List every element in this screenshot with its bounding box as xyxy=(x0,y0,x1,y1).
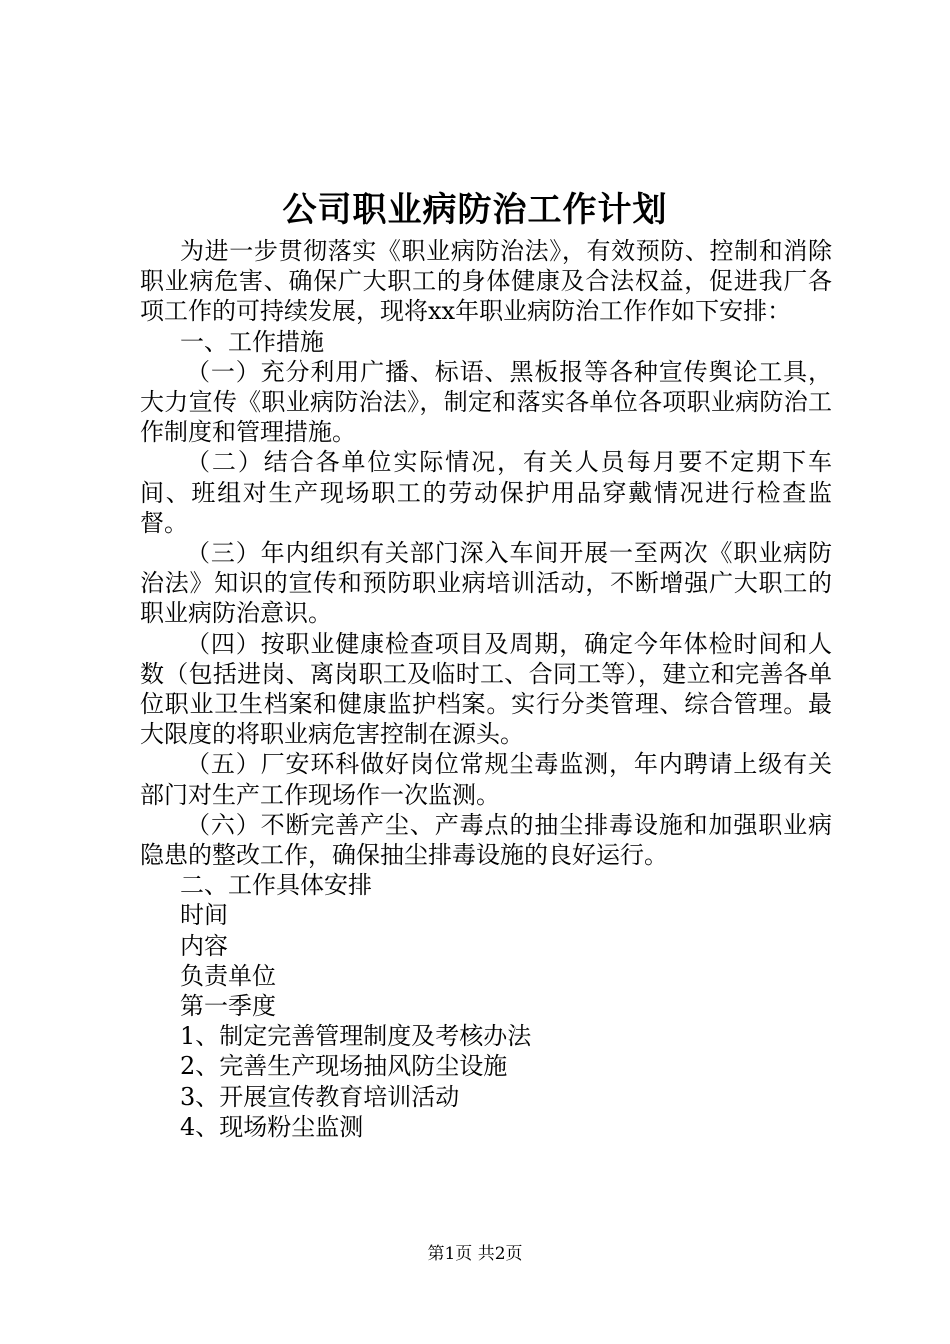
schedule-item: 3、开展宣传教育培训活动 xyxy=(180,1082,460,1111)
schedule-header-time: 时间 xyxy=(180,901,228,930)
schedule-item: 1、制定完善管理制度及考核办法 xyxy=(180,1022,532,1051)
page-footer: 第1页 共2页 xyxy=(427,1244,523,1264)
document-body xyxy=(140,236,832,1142)
intro-paragraph: 为进一步贯彻落实《职业病防治法》，有效预防、控制和消除职业病危害、确保广大职工的身体健康及合法权益，促进我厂各项工作的可持续发展，现将xx年职业病防治工作作如下安排： xyxy=(140,237,832,326)
schedule-item: 2、完善生产现场抽风防尘设施 xyxy=(180,1052,508,1081)
section-heading-schedule: 二、工作具体安排 xyxy=(180,871,372,900)
measure-paragraph-5: （五）厂安环科做好岗位常规尘毒监测，年内聘请上级有关部门对生产工作现场作一次监测。 xyxy=(140,750,832,809)
measure-paragraph-2: （二）结合各单位实际情况，有关人员每月要不定期下车间、班组对生产现场职工的劳动保护用品穿戴情况进行检查监督。 xyxy=(140,448,832,537)
schedule-quarter: 第一季度 xyxy=(180,992,276,1021)
measure-paragraph-6: （六）不断完善产尘、产毒点的抽尘排毒设施和加强职业病隐患的整改工作，确保抽尘排毒设施的良好运行。 xyxy=(140,810,832,870)
schedule-item: 4、现场粉尘监测 xyxy=(180,1112,364,1141)
measure-paragraph-4: （四）按职业健康检查项目及周期，确定今年体检时间和人数（包括进岗、离岗职工及临时工、合同工等），建立和完善各单位职业卫生档案和健康监护档案。实行分类管理、综合管理。最大限度的将职业病危害控制在源头。 xyxy=(140,629,832,749)
section-heading-measures: 一、工作措施 xyxy=(180,327,324,356)
measure-paragraph-3: （三）年内组织有关部门深入车间开展一至两次《职业病防治法》知识的宣传和预防职业病培训活动，不断增强广大职工的职业病防治意识。 xyxy=(140,539,832,628)
measure-paragraph-1: （一）充分利用广播、标语、黑板报等各种宣传舆论工具，大力宣传《职业病防治法》，制定和落实各单位各项职业病防治工作制度和管理措施。 xyxy=(140,357,832,447)
schedule-header-unit: 负责单位 xyxy=(180,961,276,990)
document-title: 公司职业病防治工作计划 xyxy=(282,190,668,230)
schedule-header-content: 内容 xyxy=(180,931,228,960)
